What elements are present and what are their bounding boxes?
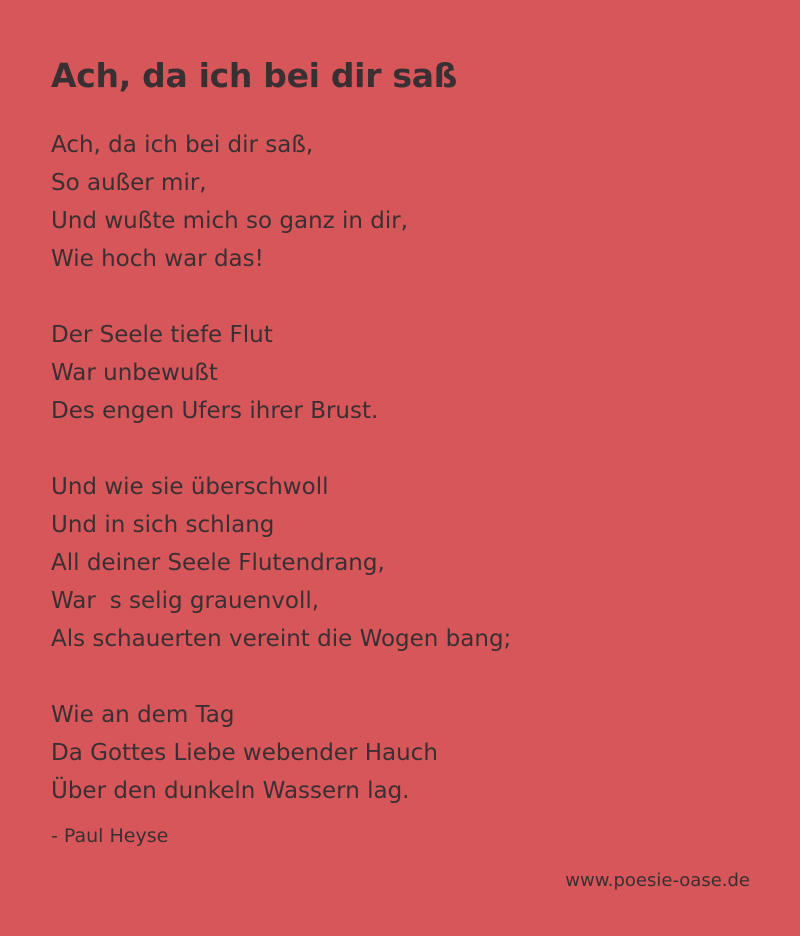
stanza-gap [51, 430, 511, 468]
stanza-2 [51, 316, 511, 430]
poem-line: Wie an dem Tag [51, 702, 235, 728]
poem-body [51, 126, 511, 810]
stanza-gap [51, 658, 511, 696]
poem-author: - Paul Heyse [51, 825, 169, 847]
poem-line: Ach, da ich bei dir saß, [51, 132, 314, 158]
poem-line: Und in sich schlang [51, 512, 275, 538]
poem-title: Ach, da ich bei dir saß [51, 56, 458, 95]
stanza-1 [51, 126, 511, 278]
stanza-3 [51, 468, 511, 658]
poem-line: Und wußte mich so ganz in dir, [51, 208, 409, 234]
website-credit: www.poesie-oase.de [565, 870, 750, 891]
stanza-gap [51, 278, 511, 316]
poem-line: Des engen Ufers ihrer Brust. [51, 398, 379, 424]
poem-line: Als schauerten vereint die Wogen bang; [51, 626, 512, 652]
poem-line: All deiner Seele Flutendrang, [51, 550, 385, 576]
stanza-4 [51, 696, 511, 810]
poem-line: Da Gottes Liebe webender Hauch [51, 740, 438, 766]
poem-line: War unbewußt [51, 360, 218, 386]
poem-line: Über den dunkeln Wassern lag. [51, 778, 410, 804]
poem-line: Wie hoch war das! [51, 246, 264, 272]
poem-line: Und wie sie überschwoll [51, 474, 329, 500]
poem-line: Der Seele tiefe Flut [51, 322, 273, 348]
poem-line: Wars selig grauenvoll, [51, 588, 320, 614]
poem-line: So außer mir, [51, 170, 207, 196]
